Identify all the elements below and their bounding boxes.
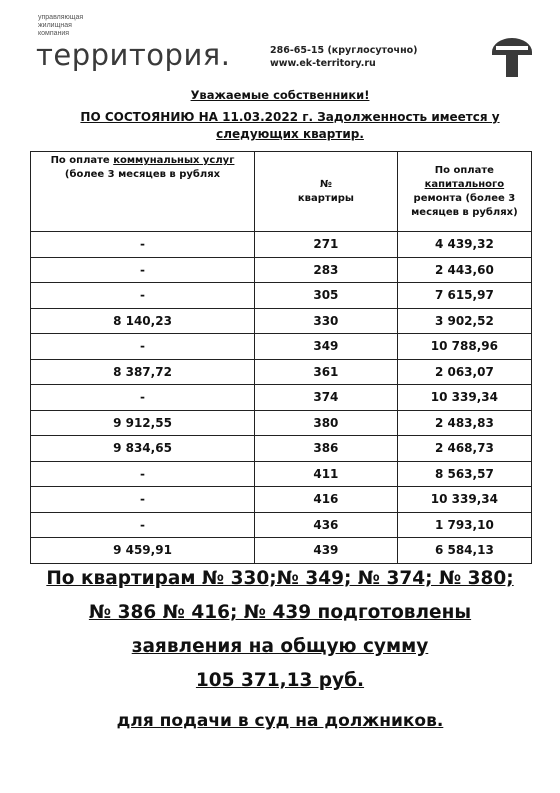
cell-repair: 2 443,60 xyxy=(397,257,531,283)
header-text: По оплате xyxy=(434,164,494,176)
cell-repair: 8 563,57 xyxy=(397,461,531,487)
cell-repair: 2 468,73 xyxy=(397,436,531,462)
cell-utilities: - xyxy=(31,487,255,513)
cell-apartment: 271 xyxy=(255,232,398,258)
table-row xyxy=(31,257,532,283)
table-body xyxy=(31,232,532,564)
header-text: ремонта (более 3 xyxy=(413,192,516,204)
cell-utilities: 9 834,65 xyxy=(31,436,255,462)
greeting-heading: Уважаемые собственники! xyxy=(190,88,370,102)
cell-utilities: - xyxy=(31,334,255,360)
table-row xyxy=(31,461,532,487)
cell-utilities: 9 459,91 xyxy=(31,538,255,564)
cell-repair: 4 439,32 xyxy=(397,232,531,258)
header-utilities xyxy=(31,152,255,232)
cell-apartment: 374 xyxy=(255,385,398,411)
summary-line: По квартирам № 330;№ 349; № 374; № 380; xyxy=(46,568,514,589)
cell-repair: 6 584,13 xyxy=(397,538,531,564)
cell-repair: 2 483,83 xyxy=(397,410,531,436)
header-text-underlined: коммунальных услуг xyxy=(113,155,235,166)
cell-utilities: - xyxy=(31,257,255,283)
cell-apartment: 283 xyxy=(255,257,398,283)
company-type-line: компания xyxy=(38,30,70,37)
header-text: месяцев в рублях) xyxy=(411,206,518,218)
summary-line: для подачи в суд на должников. xyxy=(116,711,444,731)
summary-line: № 386 № 416; № 439 подготовлены xyxy=(88,602,472,623)
website-link: www.ek-territory.ru xyxy=(270,58,376,69)
cell-utilities: - xyxy=(31,461,255,487)
header-text-underlined: капитального xyxy=(424,178,505,190)
header-text: квартиры xyxy=(297,192,354,204)
table-row xyxy=(31,359,532,385)
notice-heading xyxy=(40,109,540,143)
header-repair xyxy=(397,152,531,232)
cell-apartment: 439 xyxy=(255,538,398,564)
cell-apartment: 380 xyxy=(255,410,398,436)
header-text: По оплате xyxy=(50,155,114,166)
cell-repair: 1 793,10 xyxy=(397,512,531,538)
cell-repair: 3 902,52 xyxy=(397,308,531,334)
cell-repair: 7 615,97 xyxy=(397,283,531,309)
table-row xyxy=(31,538,532,564)
cell-apartment: 349 xyxy=(255,334,398,360)
cell-apartment: 330 xyxy=(255,308,398,334)
contacts-block xyxy=(270,44,418,70)
cell-apartment: 416 xyxy=(255,487,398,513)
table-row xyxy=(31,385,532,411)
summary-total: 105 371,13 руб. xyxy=(195,670,365,691)
cell-apartment: 305 xyxy=(255,283,398,309)
header-apartment xyxy=(255,152,398,232)
cell-utilities: 8 387,72 xyxy=(31,359,255,385)
cell-utilities: - xyxy=(31,385,255,411)
table-row xyxy=(31,512,532,538)
table-row xyxy=(31,283,532,309)
header-text: (более 3 месяцев в рублях xyxy=(64,169,221,180)
cell-utilities: - xyxy=(31,232,255,258)
summary-block xyxy=(0,562,560,738)
company-type-line: управляющая xyxy=(38,14,84,21)
cell-apartment: 436 xyxy=(255,512,398,538)
company-logo-icon xyxy=(490,38,534,78)
header-text: № xyxy=(319,178,332,190)
table-row xyxy=(31,436,532,462)
summary-line: заявления на общую сумму xyxy=(131,636,429,657)
table-row xyxy=(31,410,532,436)
cell-repair: 2 063,07 xyxy=(397,359,531,385)
cell-repair: 10 788,96 xyxy=(397,334,531,360)
table-row xyxy=(31,308,532,334)
cell-repair: 10 339,34 xyxy=(397,385,531,411)
cell-apartment: 386 xyxy=(255,436,398,462)
table-row xyxy=(31,232,532,258)
table-row xyxy=(31,487,532,513)
cell-repair: 10 339,34 xyxy=(397,487,531,513)
notice-line: ПО СОСТОЯНИЮ НА 11.03.2022 г. Задолженность имеется у xyxy=(80,110,500,124)
notice-line: следующих квартир. xyxy=(216,127,364,141)
company-type-label xyxy=(38,14,83,38)
company-type-line: жилищная xyxy=(38,22,72,29)
phone-number: 286-65-15 (круглосуточно) xyxy=(270,45,418,56)
cell-apartment: 411 xyxy=(255,461,398,487)
table-row xyxy=(31,334,532,360)
cell-utilities: - xyxy=(31,512,255,538)
debts-table xyxy=(30,151,532,564)
table-header-row xyxy=(31,152,532,232)
cell-utilities: - xyxy=(31,283,255,309)
cell-apartment: 361 xyxy=(255,359,398,385)
company-name: территория. xyxy=(36,38,231,72)
cell-utilities: 8 140,23 xyxy=(31,308,255,334)
cell-utilities: 9 912,55 xyxy=(31,410,255,436)
